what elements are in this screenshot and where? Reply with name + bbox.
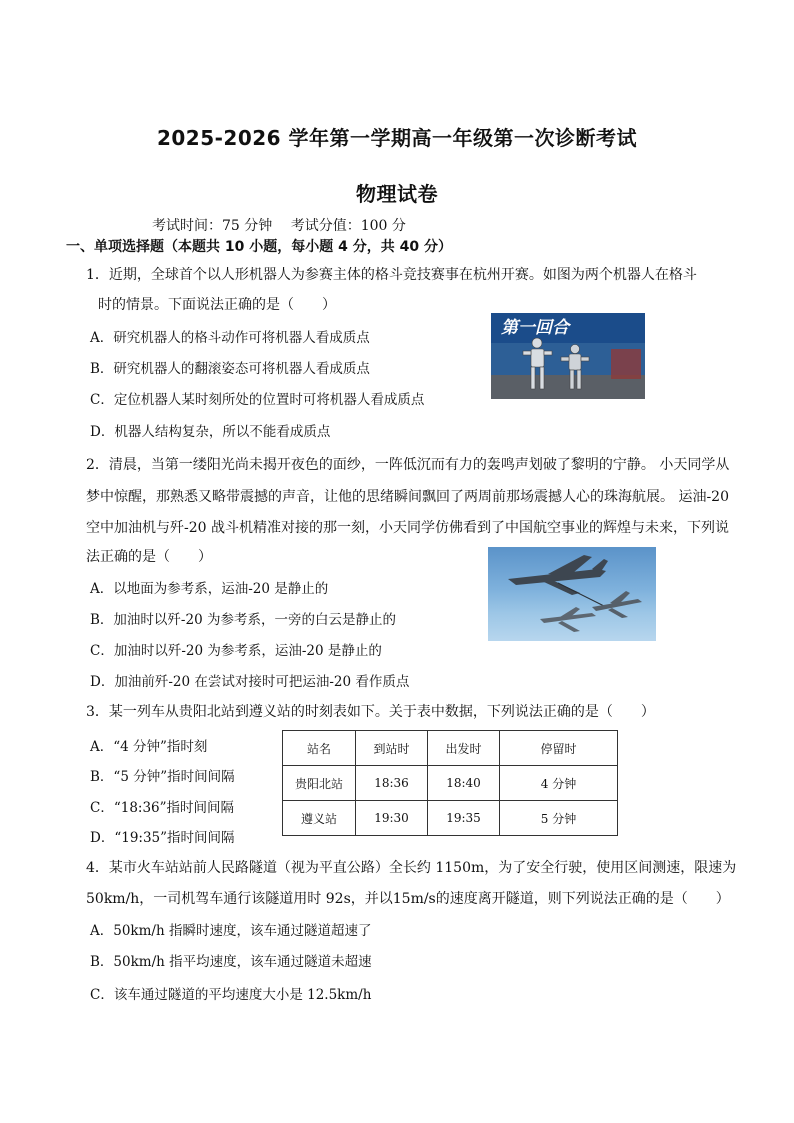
section-heading: 一、单项选择题（本题共 10 小题，每小题 4 分，共 40 分） xyxy=(66,239,452,255)
q3-option-b: B．“5 分钟”指时间间隔 xyxy=(90,769,235,785)
table-cell: 4 分钟 xyxy=(500,766,618,801)
q1-option-a: A．研究机器人的格斗动作可将机器人看成质点 xyxy=(90,330,370,346)
robot-scene-graphic xyxy=(491,313,645,399)
table-header-row xyxy=(283,731,618,766)
q3-option-c: C．“18:36”指时间间隔 xyxy=(90,800,235,816)
refuel-scene-graphic xyxy=(488,547,656,641)
table-cell: 19:30 xyxy=(356,801,428,836)
table-header-cell: 站名 xyxy=(283,731,356,766)
q4-stem-line2: 50km/h，一司机驾车通行该隧道用时 92s，并以15m/s的速度离开隧道，则下列说法正确的是（ ） xyxy=(86,891,730,907)
q1-option-c: C．定位机器人某时刻所处的位置时可将机器人看成质点 xyxy=(90,392,425,408)
table-cell: 遵义站 xyxy=(283,801,356,836)
table-cell: 18:36 xyxy=(356,766,428,801)
refuel-jets-image xyxy=(488,547,656,641)
train-schedule-table xyxy=(282,730,618,836)
q1-option-b: B．研究机器人的翻滚姿态可将机器人看成质点 xyxy=(90,361,370,377)
exam-subtitle: 物理试卷 xyxy=(356,182,438,206)
q2-stem-line4: 法正确的是（ ） xyxy=(86,549,212,565)
table-row xyxy=(283,801,618,836)
q4-stem-line1: 4．某市火车站站前人民路隧道（视为平直公路）全长约 1150m，为了安全行驶，使用区间测速，限速为 xyxy=(86,860,737,876)
q2-option-d: D．加油前歼-20 在尝试对接时可把运油-20 看作质点 xyxy=(90,674,410,690)
q2-option-a: A．以地面为参考系，运油-20 是静止的 xyxy=(90,581,329,597)
q2-option-b: B．加油时以歼-20 为参考系，一旁的白云是静止的 xyxy=(90,612,396,628)
table-cell: 贵阳北站 xyxy=(283,766,356,801)
round-banner-text: 第一回合 xyxy=(501,318,569,338)
q3-option-d: D．“19:35”指时间间隔 xyxy=(90,830,235,846)
exam-score: 考试分值：100 分 xyxy=(290,218,406,234)
table-header-cell: 到站时 xyxy=(356,731,428,766)
q1-stem-line2: 时的情景。下面说法正确的是（ ） xyxy=(98,297,336,313)
table-header-cell: 停留时 xyxy=(500,731,618,766)
table-header-cell: 出发时 xyxy=(428,731,500,766)
table-cell: 18:40 xyxy=(428,766,500,801)
table-cell: 5 分钟 xyxy=(500,801,618,836)
q2-stem-line3: 空中加油机与歼-20 战斗机精准对接的那一刻，小天同学仿佛看到了中国航空事业的辉煌与未来，下列说 xyxy=(86,520,729,536)
q3-stem-line1: 3．某一列车从贵阳北站到遵义站的时刻表如下。关于表中数据，下列说法正确的是（ ） xyxy=(86,704,655,720)
exam-meta xyxy=(152,215,420,235)
q2-stem-line2: 梦中惊醒，那熟悉又略带震撼的声音，让他的思绪瞬间飘回了两周前那场震撼人心的珠海航展。 运油-20 xyxy=(86,489,729,505)
table-cell: 19:35 xyxy=(428,801,500,836)
q3-option-a: A．“4 分钟”指时刻 xyxy=(90,739,208,755)
q2-option-c: C．加油时以歼-20 为参考系，运油-20 是静止的 xyxy=(90,643,382,659)
q4-option-b: B．50km/h 指平均速度，该车通过隧道未超速 xyxy=(90,954,372,970)
q2-stem-line1: 2．清晨，当第一缕阳光尚未揭开夜色的面纱，一阵低沉而有力的轰鸣声划破了黎明的宁静。 小天同学从 xyxy=(86,457,730,473)
q1-option-d: D．机器人结构复杂，所以不能看成质点 xyxy=(90,424,331,440)
robot-fight-image xyxy=(491,313,645,399)
q4-option-c: C．该车通过隧道的平均速度大小是 12.5km/h xyxy=(90,987,372,1003)
exam-title: 2025-2026 学年第一学期高一年级第一次诊断考试 xyxy=(156,126,638,150)
q4-option-a: A．50km/h 指瞬时速度，该车通过隧道超速了 xyxy=(90,923,372,939)
table-row xyxy=(283,766,618,801)
exam-time: 考试时间：75 分钟 xyxy=(152,218,273,234)
q1-stem-line1: 1．近期，全球首个以人形机器人为参赛主体的格斗竞技赛事在杭州开赛。如图为两个机器人在格斗 xyxy=(86,267,697,283)
